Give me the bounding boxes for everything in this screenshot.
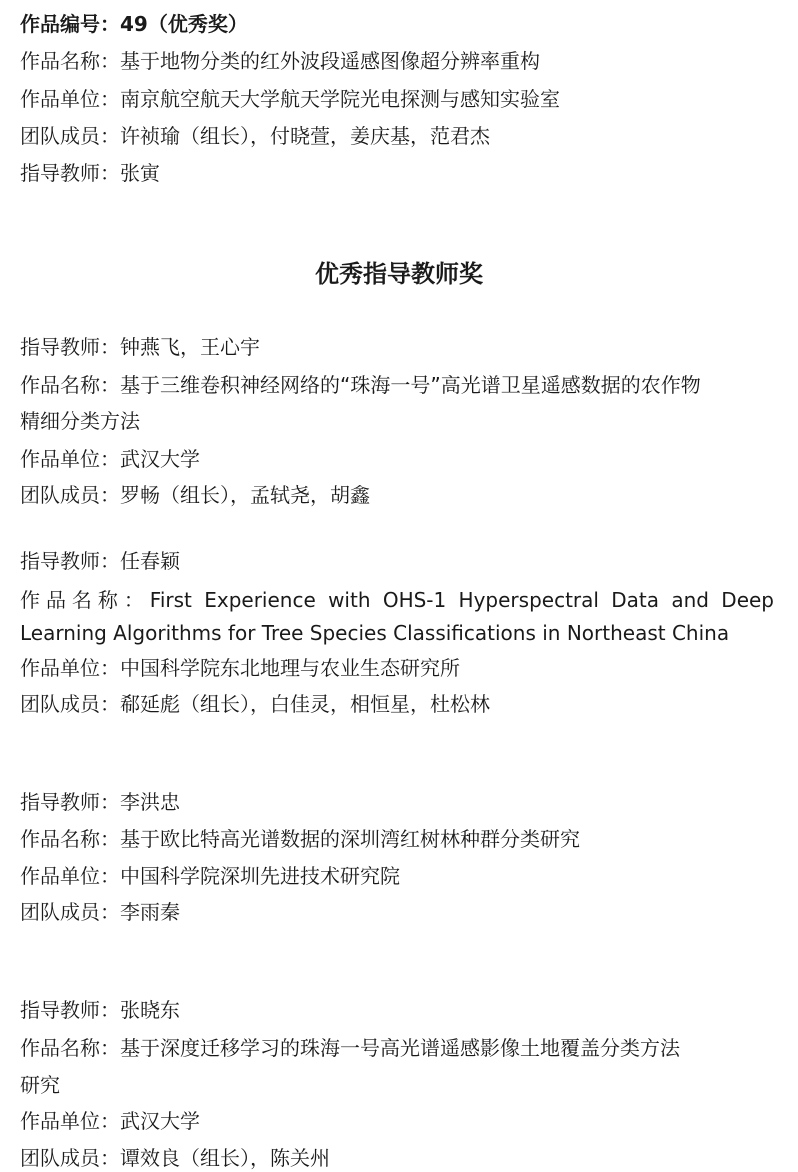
advisor-2-work-title-line2: Learning Algorithms for Tree Species Classifications in Northeast China — [20, 621, 730, 645]
entry-name: 作品名称：基于地物分类的红外波段遥感图像超分辨率重构 — [20, 49, 540, 73]
entry-advisor: 指导教师：张寅 — [20, 161, 160, 185]
advisor-2-unit: 作品单位：中国科学院东北地理与农业生态研究所 — [20, 656, 460, 680]
section-title: 优秀指导教师奖 — [315, 260, 483, 288]
advisor-3-work-title: 作品名称：基于欧比特高光谱数据的深圳湾红树林种群分类研究 — [20, 827, 580, 851]
advisor-1-work-title-line2: 精细分类方法 — [20, 409, 140, 433]
advisor-2-work-title-line1: 作品名称：First Experience with OHS-1 Hyperspectral Data and Deep — [20, 588, 774, 612]
advisor-4-name: 指导教师：张晓东 — [20, 998, 180, 1022]
entry-members: 团队成员：许祯瑜（组长），付晓萱，姜庆基，范君杰 — [20, 124, 490, 148]
advisor-1-unit: 作品单位：武汉大学 — [20, 447, 200, 471]
advisor-3-name: 指导教师：李洪忠 — [20, 790, 180, 814]
advisor-3-unit: 作品单位：中国科学院深圳先进技术研究院 — [20, 864, 400, 888]
advisor-2-members: 团队成员：郗延彪（组长），白佳灵，相恒星，杜松林 — [20, 692, 490, 716]
advisor-1-work-title-line1: 作品名称：基于三维卷积神经网络的“珠海一号”高光谱卫星遥感数据的农作物 — [20, 373, 701, 397]
entry-unit: 作品单位：南京航空航天大学航天学院光电探测与感知实验室 — [20, 87, 560, 111]
advisor-1-members: 团队成员：罗畅（组长），孟轼尧，胡鑫 — [20, 483, 370, 507]
advisor-4-work-title-line2: 研究 — [20, 1073, 60, 1097]
advisor-4-unit: 作品单位：武汉大学 — [20, 1109, 200, 1133]
entry-number: 作品编号：49（优秀奖） — [20, 12, 248, 36]
advisor-4-work-title-line1: 作品名称：基于深度迁移学习的珠海一号高光谱遥感影像土地覆盖分类方法 — [20, 1036, 680, 1060]
advisor-3-members: 团队成员：李雨秦 — [20, 900, 180, 924]
advisor-4-members: 团队成员：谭效良（组长），陈关州 — [20, 1146, 330, 1170]
advisor-1-name: 指导教师：钟燕飞，王心宇 — [20, 335, 260, 359]
advisor-2-name: 指导教师：任春颖 — [20, 549, 180, 573]
